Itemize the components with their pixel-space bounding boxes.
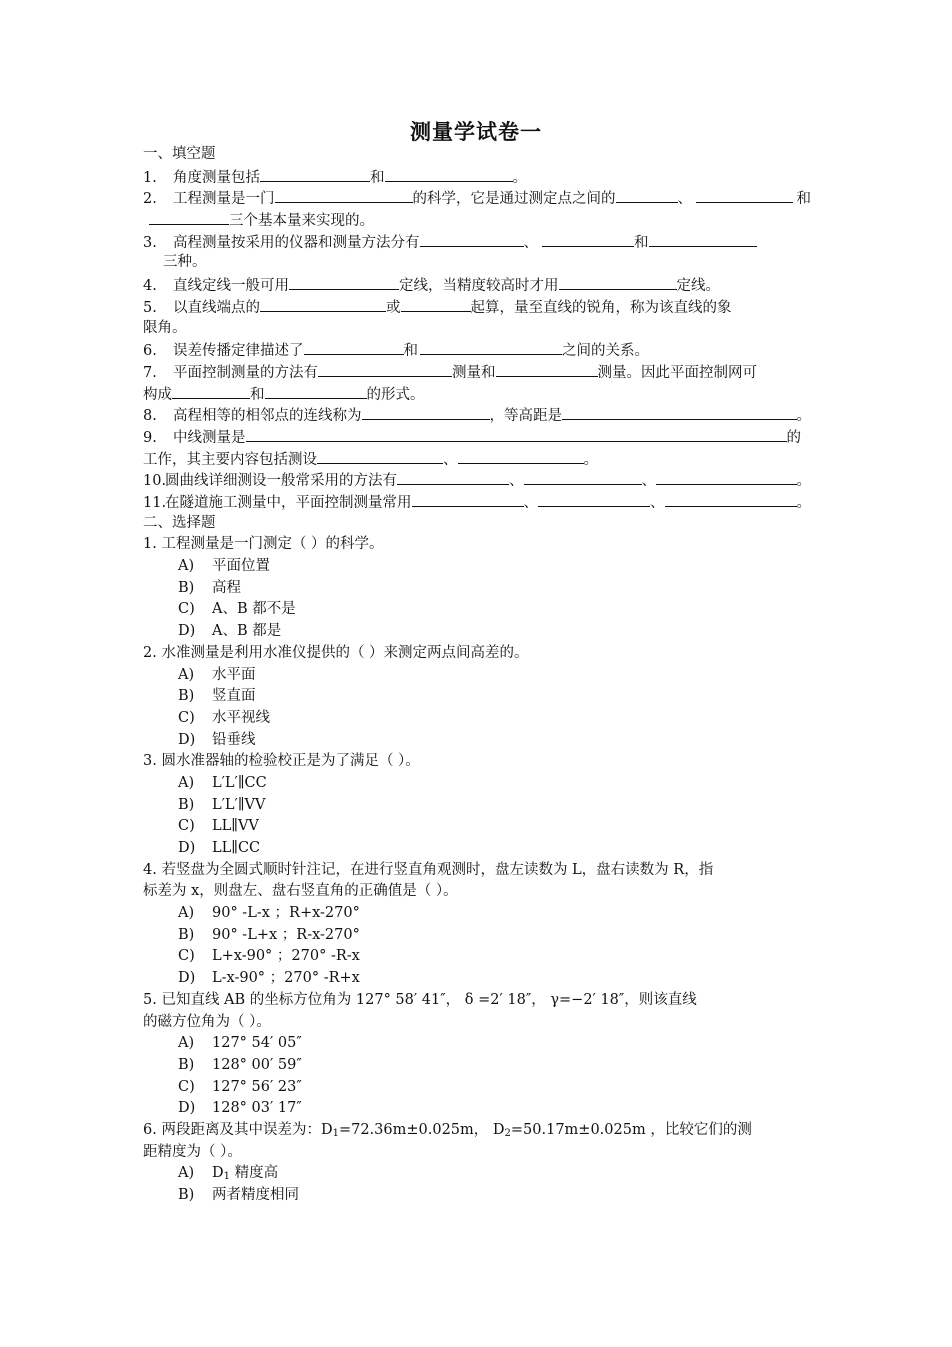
fill-question-2: 2. 工程测量是一门 的科学，它是通过测定点之间的 、 和 xyxy=(143,187,811,209)
choice-option[interactable]: C) LL∥VV xyxy=(178,818,259,835)
fill-question-5: 5. 以直线端点的 或 起算，量至直线的锐角，称为该直线的象 xyxy=(143,296,811,318)
fill-question-11: 11. 在隧道施工测量中，平面控制测量常用 、 、 。 xyxy=(143,491,811,513)
choice-option[interactable]: B) L′L′∥VV xyxy=(178,796,266,813)
answer-blank[interactable] xyxy=(656,469,797,485)
answer-blank[interactable] xyxy=(542,231,634,247)
choice-option[interactable]: B) 90° -L+x ；R-x-270° xyxy=(178,926,360,943)
choice-option[interactable]: A) 水平面 xyxy=(178,666,256,683)
fill-question-7-cont: 构成 和 的形式。 xyxy=(143,383,811,405)
answer-blank[interactable] xyxy=(562,404,797,420)
answer-blank[interactable] xyxy=(665,491,797,507)
exam-content xyxy=(143,144,811,1207)
fill-question-9: 9. 中线测量是 的 xyxy=(143,426,811,448)
answer-blank[interactable] xyxy=(412,491,524,507)
answer-blank[interactable] xyxy=(538,491,650,507)
answer-blank[interactable] xyxy=(304,339,404,355)
answer-blank[interactable] xyxy=(524,469,642,485)
fill-question-5-cont: 限角。 xyxy=(143,319,187,336)
fill-question-2-cont: 三个基本量来实现的。 xyxy=(143,209,811,231)
fill-question-4: 4. 直线定线一般可用 定线，当精度较高时才用 定线。 xyxy=(143,274,811,296)
choice-option[interactable]: A) L′L′∥CC xyxy=(178,774,267,791)
choice-option[interactable]: D) LL∥CC xyxy=(178,840,261,856)
section-heading-fill: 一、填空题 xyxy=(143,146,216,162)
choice-option[interactable]: A) 平面位置 xyxy=(178,558,270,575)
choice-option[interactable]: A) $D_1$ 精度高 xyxy=(178,1165,279,1183)
answer-blank[interactable] xyxy=(275,187,413,203)
choice-option[interactable]: B) 竖直面 xyxy=(178,688,256,705)
choice-option[interactable]: C) 127° 56′ 23″ xyxy=(178,1078,302,1095)
choice-option[interactable]: A) 127° 54′ 05″ xyxy=(178,1035,302,1052)
answer-blank[interactable] xyxy=(172,383,250,399)
answer-blank[interactable] xyxy=(616,187,678,203)
answer-blank[interactable] xyxy=(649,231,757,247)
fill-question-3-cont: 三种。 xyxy=(163,254,207,271)
fill-question-6: 6. 误差传播定律描述了 和 之间的关系。 xyxy=(143,339,811,361)
fill-question-3: 3. 高程测量按采用的仪器和测量方法分有 、 和 xyxy=(143,231,811,253)
choice-option[interactable]: C) L+x-90° ；270° -R-x xyxy=(178,948,360,965)
answer-blank[interactable] xyxy=(496,361,598,377)
answer-blank[interactable] xyxy=(149,209,229,225)
choice-question-5-cont: 的磁方位角为（ ）。 xyxy=(143,1013,271,1030)
section-heading-choice: 二、选择题 xyxy=(143,514,216,531)
choice-option[interactable]: D) A、B 都是 xyxy=(178,623,282,640)
choice-question-3: 3. 圆水准器轴的检验校正是为了满足（ ）。 xyxy=(143,753,420,770)
choice-question-6: 6. 两段距离及其中误差为：$D_1=72.36m\pm 0.025m$， $D_2=50.17m\pm 0.025m$ ，比较它们的测 xyxy=(143,1121,752,1139)
answer-blank[interactable] xyxy=(260,166,370,182)
choice-option[interactable]: C) A、B 都不是 xyxy=(178,601,296,618)
answer-blank[interactable] xyxy=(420,231,524,247)
answer-blank[interactable] xyxy=(265,383,367,399)
choice-option[interactable]: C) 水平视线 xyxy=(178,709,270,726)
fill-question-7: 7. 平面控制测量的方法有 测量和 测量。因此平面控制网可 xyxy=(143,361,811,383)
answer-blank[interactable] xyxy=(397,469,509,485)
answer-blank[interactable] xyxy=(289,274,399,290)
answer-blank[interactable] xyxy=(696,187,793,203)
fill-question-9-cont: 工作，其主要内容包括测设 、 。 xyxy=(143,448,811,470)
choice-option[interactable]: D) L-x-90° ；270° -R+x xyxy=(178,970,360,987)
choice-option[interactable]: B) 128° 00′ 59″ xyxy=(178,1056,302,1073)
answer-blank[interactable] xyxy=(260,296,386,312)
fill-question-10: 10. 圆曲线详细测设一般常采用的方法有 、 、 。 xyxy=(143,469,811,491)
answer-blank[interactable] xyxy=(401,296,471,312)
answer-blank[interactable] xyxy=(458,448,584,464)
choice-option[interactable]: B) 两者精度相同 xyxy=(178,1187,299,1203)
choice-option[interactable]: D) 铅垂线 xyxy=(178,731,256,748)
answer-blank[interactable] xyxy=(559,274,677,290)
choice-option[interactable]: B) 高程 xyxy=(178,579,241,596)
choice-question-6-cont: 距精度为（ ）。 xyxy=(143,1143,242,1160)
choice-option[interactable]: D) 128° 03′ 17″ xyxy=(178,1100,302,1117)
answer-blank[interactable] xyxy=(362,404,490,420)
choice-question-1: 1. 工程测量是一门测定（ ）的科学。 xyxy=(143,536,384,553)
answer-blank[interactable] xyxy=(317,448,443,464)
fill-question-1: 1. 角度测量包括 和 。 xyxy=(143,166,811,188)
choice-question-4-cont: 标差为 x，则盘左、盘右竖直角的正确值是（ ）。 xyxy=(143,883,458,900)
fill-question-8: 8. 高程相等的相邻点的连线称为 ，等高距是 。 xyxy=(143,404,811,426)
answer-blank[interactable] xyxy=(318,361,452,377)
choice-option[interactable]: A) 90° -L-x ；R+x-270° xyxy=(178,905,360,922)
answer-blank[interactable] xyxy=(246,426,787,442)
choice-question-5: 5. 已知直线 AB 的坐标方位角为 127° 58′ 41″， δ =2′ 18″， γ=−2′ 18″，则该直线 xyxy=(143,991,697,1008)
answer-blank[interactable] xyxy=(385,166,513,182)
choice-question-4: 4. 若竖盘为全圆式顺时针注记，在进行竖直角观测时，盘左读数为 L，盘右读数为 R，指 xyxy=(143,861,714,878)
page-title: 测量学试卷一 xyxy=(410,120,542,144)
answer-blank[interactable] xyxy=(420,339,562,355)
choice-question-2: 2. 水准测量是利用水准仪提供的（ ）来测定两点间高差的。 xyxy=(143,644,529,661)
